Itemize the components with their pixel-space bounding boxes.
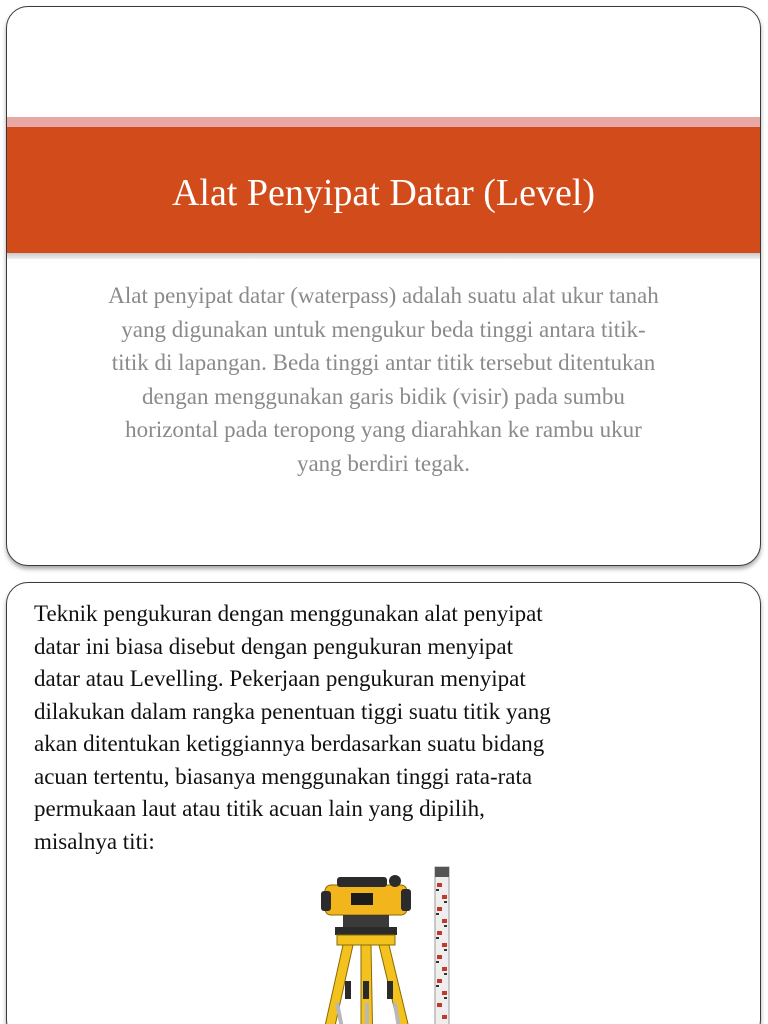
tripod <box>319 935 415 1024</box>
slide-1 <box>6 6 761 566</box>
slide-body-text: Alat penyipat datar (waterpass) adalah suatu alat ukur tanah yang digunakan untuk mengukur beda tinggi antara titik- titik di lapangan. Beda tinggi antar titik tersebut ditentukan dengan menggunakan garis bidik (visir) pada sumbu horizontal pada teropong yang diarahkan ke rambu ukur yang berdiri tegak. <box>108 283 659 476</box>
level-instrument-image <box>307 853 477 1024</box>
slide-title: Alat Penyipat Datar (Level) <box>171 172 596 214</box>
slide-2-body-text: Teknik pengukuran dengan menggunakan alat penyipat datar ini biasa disebut dengan pengukuran menyipat datar atau Levelling. Pekerjaan pengukuran menyipat dilakukan dalam rangka penentuan tiggi suatu titik yang akan ditentukan ketiggiannya berdasarkan suatu bidang acuan tertentu, biasanya menggunakan tinggi rata-rata permukaan laut atau titik acuan lain yang dipilih, misalnya titi: <box>34 601 551 854</box>
leveling-staff <box>435 867 449 1024</box>
auto-level-body <box>321 875 411 935</box>
title-band-accent <box>7 117 760 127</box>
title-band-shadow <box>7 253 760 259</box>
slide-2 <box>6 582 761 1024</box>
